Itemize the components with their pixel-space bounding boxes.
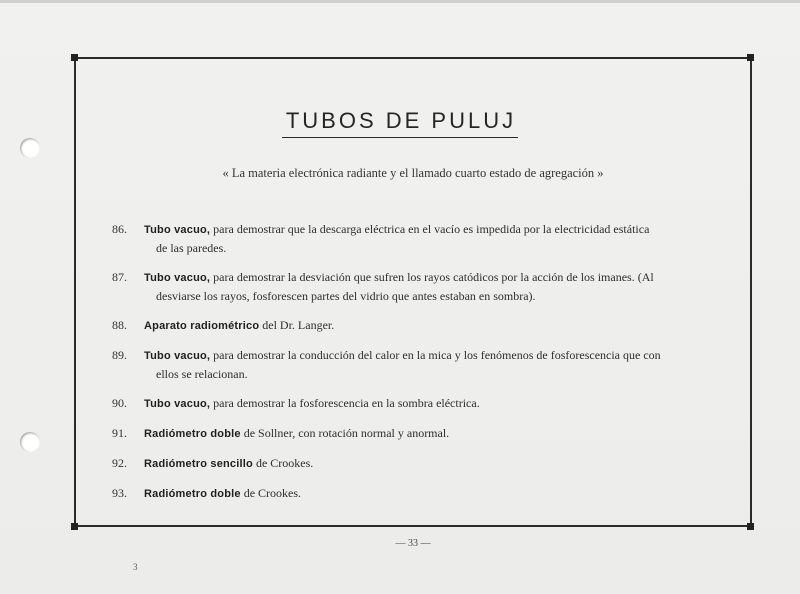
entry-term: Radiómetro doble — [144, 488, 241, 500]
entry-text: de Crookes. — [252, 456, 314, 470]
entry-text: para demostrar la fosforescencia en la sombra eléctrica. — [210, 396, 480, 410]
entry-number: 91. — [112, 426, 127, 440]
entry-term: Tubo vacuo, — [144, 224, 211, 236]
entry-text: para demostrar la conducción del calor en la mica y los fenómenos de fosforescencia que con — [210, 348, 661, 362]
page-top-edge — [0, 0, 800, 3]
entry-number: 92. — [112, 456, 127, 470]
entry-number: 90. — [112, 396, 127, 410]
entry-term: Radiómetro sencillo — [144, 458, 253, 470]
page-title-wrap — [0, 108, 800, 138]
entry-text: de Crookes. — [240, 486, 302, 500]
entry-text-continued: de las paredes. — [156, 241, 227, 255]
entry-term: Radiómetro doble — [144, 428, 241, 440]
catalog-entry — [112, 454, 732, 473]
frame-corner-top-right — [747, 54, 754, 61]
frame-corner-bottom-left — [71, 523, 78, 530]
entry-term: Tubo vacuo, — [144, 350, 211, 362]
entry-term: Tubo vacuo, — [144, 398, 211, 410]
punch-hole-top — [20, 138, 40, 158]
entry-term: Aparato radiométrico — [144, 320, 260, 332]
catalog-entry — [112, 268, 732, 305]
entry-text-continued: desviarse los rayos, fosforescen partes del vidrio que antes estaban en sombra). — [156, 289, 536, 303]
signature-mark: 3 — [133, 562, 138, 572]
catalog-entry — [112, 220, 732, 257]
catalog-entry — [112, 424, 732, 443]
entry-number: 88. — [112, 318, 127, 332]
page-subtitle: « La materia electrónica radiante y el llamado cuarto estado de agregación » — [222, 166, 604, 180]
entry-number: 89. — [112, 348, 127, 362]
entry-number: 93. — [112, 486, 127, 500]
frame-corner-top-left — [71, 54, 78, 61]
entry-number: 86. — [112, 222, 127, 236]
catalog-entry — [112, 346, 732, 383]
entry-text-continued: ellos se relacionan. — [156, 367, 248, 381]
punch-hole-bottom — [20, 432, 40, 452]
catalog-entry — [112, 316, 732, 335]
entry-text: del Dr. Langer. — [259, 318, 335, 332]
entry-text: de Sollner, con rotación normal y anormal. — [240, 426, 450, 440]
frame-corner-bottom-right — [747, 523, 754, 530]
page-number: — 33 — — [395, 538, 431, 549]
catalog-entry — [112, 484, 732, 503]
catalog-entries — [112, 220, 732, 503]
entry-number: 87. — [112, 270, 127, 284]
entry-text: para demostrar la desviación que sufren los rayos catódicos por la acción de los imanes. (Al — [210, 270, 654, 284]
entry-term: Tubo vacuo, — [144, 272, 211, 284]
page-title: TUBOS DE PULUJ — [282, 108, 518, 138]
catalog-entry — [112, 394, 732, 413]
entry-text: para demostrar que la descarga eléctrica en el vacío es impedida por la electricidad estática — [210, 222, 650, 236]
